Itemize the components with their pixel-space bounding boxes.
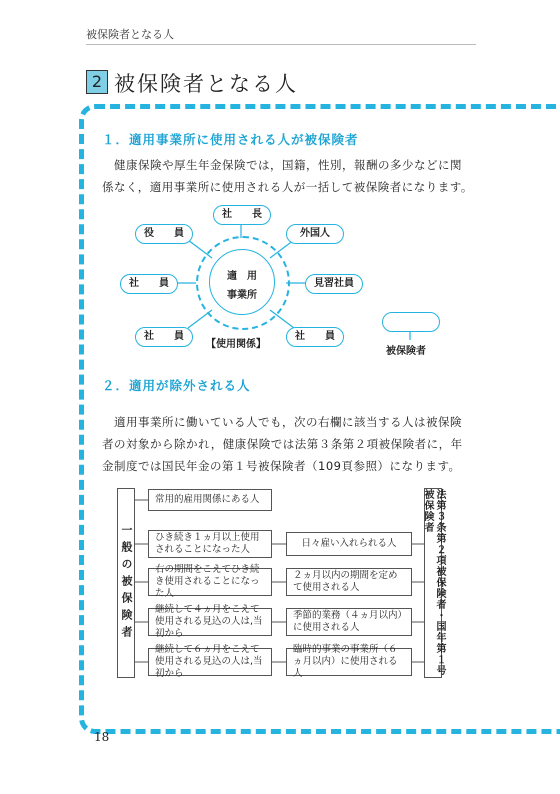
running-header: 被保険者となる人	[86, 28, 174, 41]
general-insured-header: 一般の被保険者	[117, 488, 135, 678]
chapter-number: 2	[86, 70, 108, 94]
node-trainee: 見習社員	[305, 274, 363, 294]
section1-line2: 係なく，適用事業所に使用される人が一括して被保険者になります。	[102, 180, 473, 194]
chapter-title: 被保険者となる人	[114, 72, 298, 96]
row2-right: 日々雇い入れられる人	[286, 532, 412, 556]
row1-left: 常用的雇用関係にある人	[148, 489, 272, 511]
node-employee-left: 社 員	[120, 274, 178, 294]
node-officer: 役 員	[135, 224, 193, 244]
special-insured-header: 法第３条第２項被保険者・国年第１号被保険者	[422, 489, 445, 676]
node-foreigner: 外国人	[286, 224, 344, 244]
section2-line3: 金制度では国民年金の第１号被保険者（109頁参照）になります。	[102, 459, 461, 473]
row5-right: 臨時的事業の事業所（６ヵ月以内）に使用される人	[286, 648, 412, 676]
row3-left: 右の期間をこえてひき続き使用されることになった人	[148, 568, 272, 596]
node-employee-bottom-left: 社 員	[135, 327, 193, 347]
row4-left: 継続して４ヵ月をこえて使用される見込の人は,当初から	[148, 608, 272, 636]
section2-line2: 者の対象から除かれ，健康保険では法第３条第２項被保険者に，年	[102, 437, 463, 451]
section2-line1: 適用事業所に働いている人でも，次の右欄に該当する人は被保険	[114, 415, 462, 429]
row2-left: ひき続き１ヵ月以上使用されることになった人	[148, 530, 272, 558]
relation-label: 【使用関係】	[206, 339, 266, 350]
node-president: 社 長	[213, 205, 271, 225]
row5-left: 継続して６ヵ月をこえて使用される見込の人は,当初から	[148, 648, 272, 676]
row4-right: 季節的業務（４ヵ月以内）に使用される人	[286, 608, 412, 636]
workplace-line1: 適 用	[227, 271, 257, 282]
legend-label: 被保険者	[386, 346, 426, 357]
section1-heading: １．適用事業所に使用される人が被保険者	[102, 132, 359, 147]
section2-heading: ２．適用が除外される人	[102, 378, 251, 393]
node-employee-bottom-right: 社 員	[286, 327, 344, 347]
workplace-line2: 事業所	[227, 290, 257, 301]
page-number: 18	[94, 730, 110, 744]
section1-line1: 健康保険や厚生年金保険では，国籍，性別，報酬の多少などに関	[114, 158, 462, 172]
row3-right: ２ヵ月以内の期間を定めて使用される人	[286, 568, 412, 596]
